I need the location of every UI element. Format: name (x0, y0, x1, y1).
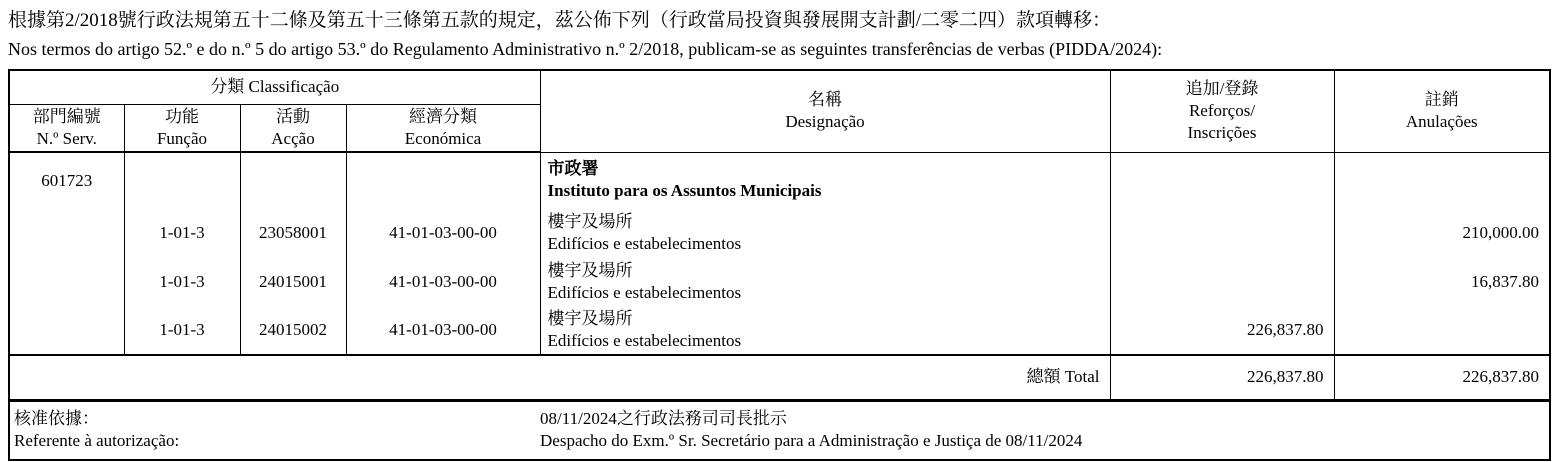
header-serv (9, 104, 124, 152)
designacao-zh: 市政署 (547, 159, 599, 179)
table-row (9, 152, 1550, 208)
total-label: 總額 Total (9, 355, 1110, 400)
table-row (9, 306, 1550, 355)
header-designacao (540, 70, 1110, 152)
despacho-zh: 08/11/2024之行政法務司司長批示 (540, 409, 787, 429)
authorization-label (9, 400, 540, 460)
cell-reforcos: 226,837.80 (1110, 306, 1334, 355)
header-economica-pt: Económica (404, 128, 482, 148)
despacho-pt: Despacho do Exm.º Sr. Secretário para a Administração e Justiça de 08/11/2024 (540, 431, 1083, 451)
header-designacao-zh: 名稱 (808, 90, 843, 110)
header-accao-zh: 活動 (276, 106, 310, 126)
authorization-label-zh: 核准依據： (14, 409, 99, 429)
cell-designacao (540, 257, 1110, 306)
header-economica-zh: 經濟分類 (409, 106, 477, 126)
designacao-pt: Edifícios e estabelecimentos (547, 331, 742, 350)
transfer-table (8, 69, 1551, 461)
cell-designacao (540, 152, 1110, 208)
cell-accao: 24015002 (240, 306, 346, 355)
cell-accao (240, 152, 346, 208)
header-funcao-zh: 功能 (165, 106, 199, 126)
intro-line-portuguese: Nos termos do artigo 52.º e do n.º 5 do artigo 53.º do Regulamento Administrativo n.º 2/2018, publicam-se as seguintes transferências de verbas (PIDDA/2024): (8, 39, 1163, 59)
cell-serv-number (9, 208, 124, 257)
intro-line-chinese: 根據第2/2018號行政法規第五十二條及第五十三條第五款的規定，茲公佈下列（行政當局投資與發展開支計劃/二零二四）款項轉移： (8, 10, 1112, 31)
cell-serv-number: 601723 (9, 152, 124, 208)
header-serv-zh: 部門編號 (32, 106, 101, 126)
cell-anulacoes: 16,837.80 (1334, 257, 1550, 306)
header-funcao (124, 104, 240, 152)
cell-funcao: 1-01-3 (124, 306, 240, 355)
cell-funcao (124, 152, 240, 208)
cell-economica (346, 152, 540, 208)
header-economica (346, 104, 540, 152)
designacao-zh: 樓宇及場所 (547, 260, 633, 280)
cell-anulacoes (1334, 306, 1550, 355)
total-row (9, 355, 1550, 400)
cell-serv-number (9, 257, 124, 306)
header-anulacoes-zh: 註銷 (1424, 90, 1459, 110)
cell-reforcos (1110, 208, 1334, 257)
designacao-pt: Edifícios e estabelecimentos (547, 282, 742, 302)
designacao-pt: Edifícios e estabelecimentos (547, 233, 742, 253)
header-reforcos (1110, 70, 1334, 152)
header-anulacoes (1334, 70, 1550, 152)
header-reforcos-pt1: Reforços/ (1188, 101, 1256, 121)
total-reforcos: 226,837.80 (1110, 355, 1334, 400)
cell-funcao: 1-01-3 (124, 257, 240, 306)
table-row (9, 257, 1550, 306)
authorization-label-pt: Referente à autorização: (14, 431, 180, 451)
cell-economica: 41-01-03-00-00 (346, 257, 540, 306)
cell-designacao (540, 306, 1110, 355)
header-accao-pt: Acção (271, 128, 315, 148)
designacao-pt: Instituto para os Assuntos Municipais (547, 181, 822, 201)
header-reforcos-zh: 追加/登錄 (1185, 79, 1259, 99)
header-designacao-pt: Designação (785, 112, 865, 132)
header-funcao-pt: Função (156, 128, 208, 148)
cell-accao: 23058001 (240, 208, 346, 257)
header-accao (240, 104, 346, 152)
authorization-despacho (540, 400, 1550, 460)
header-reforcos-pt2: Inscrições (1187, 123, 1257, 143)
designacao-zh: 樓宇及場所 (547, 211, 633, 231)
header-anulacoes-pt: Anulações (1405, 112, 1478, 132)
cell-serv-number (9, 306, 124, 355)
cell-anulacoes (1334, 152, 1550, 208)
table-row (9, 208, 1550, 257)
header-serv-pt: N.º Serv. (36, 128, 97, 148)
cell-anulacoes: 210,000.00 (1334, 208, 1550, 257)
cell-designacao (540, 208, 1110, 257)
designacao-zh: 樓宇及場所 (547, 309, 633, 328)
table-header-row-1 (9, 70, 1550, 104)
cell-reforcos (1110, 257, 1334, 306)
cell-reforcos (1110, 152, 1334, 208)
cell-funcao: 1-01-3 (124, 208, 240, 257)
cell-economica: 41-01-03-00-00 (346, 208, 540, 257)
cell-accao: 24015001 (240, 257, 346, 306)
authorization-row (9, 400, 1550, 460)
cell-economica: 41-01-03-00-00 (346, 306, 540, 355)
header-classification: 分類 Classificação (9, 70, 540, 104)
total-anulacoes: 226,837.80 (1334, 355, 1550, 400)
